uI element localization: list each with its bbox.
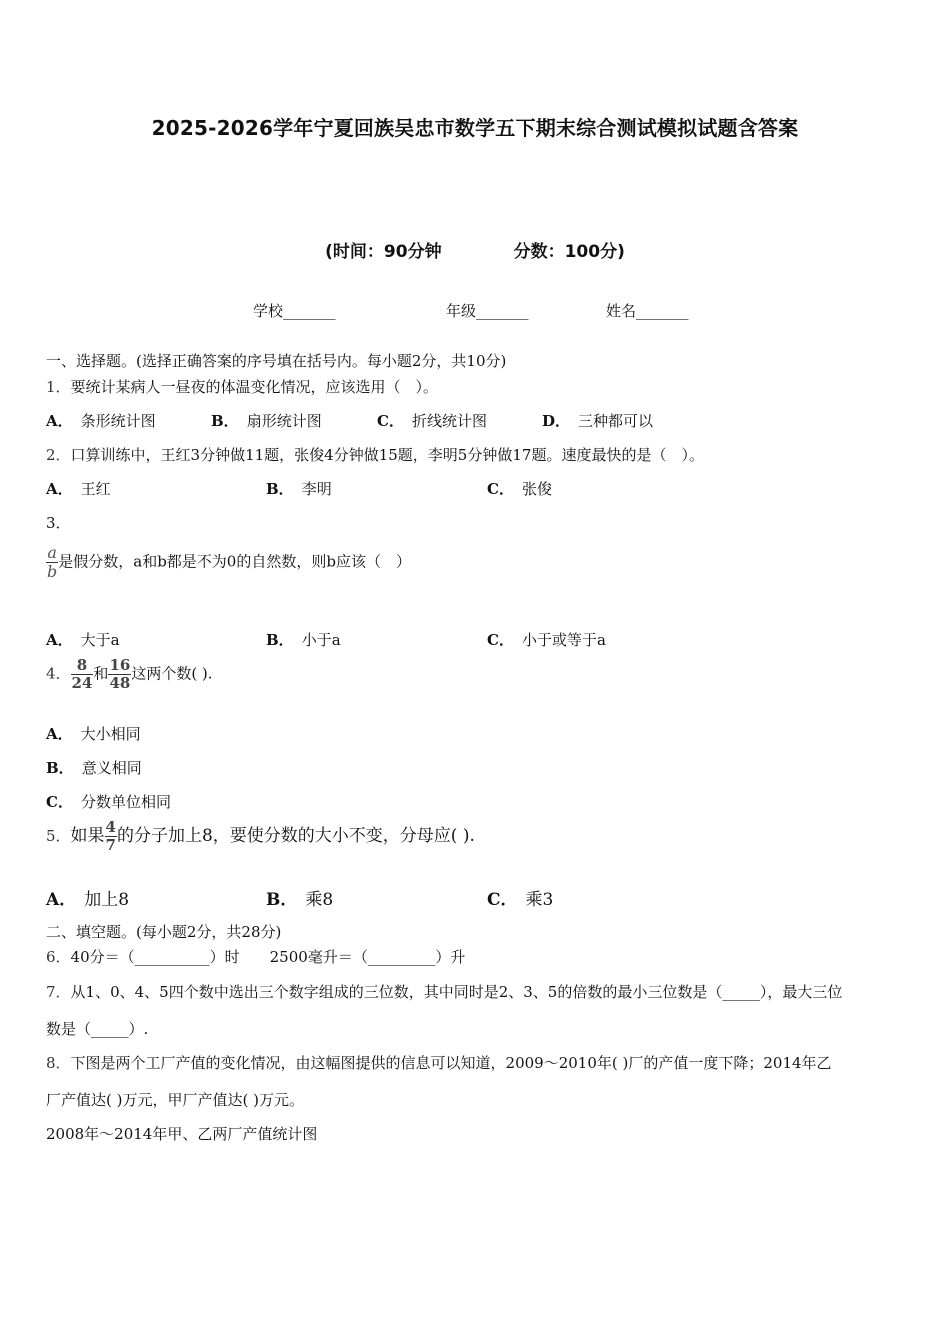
chart-caption: 2008年～2014年甲、乙两厂产值统计图 xyxy=(46,1125,318,1143)
name-field: 姓名_______ xyxy=(606,302,689,320)
section-1-heading: 一、选择题。(选择正确答案的序号填在括号内。每小题2分，共10分) xyxy=(46,352,507,370)
question-number: 7． xyxy=(46,983,71,1001)
question-1 xyxy=(46,376,438,397)
time-label: (时间：90分钟 xyxy=(325,242,442,262)
question-7: 7．从1、0、4、5四个数中选出三个数字组成的三位数，其中同时是2、3、5的倍数的最小三位数是（_____），最大三位 xyxy=(46,983,843,1001)
q1-option-d: D． 三种都可以 xyxy=(542,412,654,430)
q5-option-c: C． 乘3 xyxy=(487,890,554,910)
question-text: 要统计某病人一昼夜的体温变化情况，应该选用（ ）。 xyxy=(70,378,439,396)
page-title: 2025-2026学年宁夏回族吴忠市数学五下期末综合测试模拟试题含答案 xyxy=(151,116,799,140)
question-number: 4． xyxy=(46,664,71,683)
question-3 xyxy=(46,545,411,580)
fraction-a-over-b: $\frac{a}{b}$ xyxy=(47,543,58,581)
exam-meta xyxy=(0,237,950,262)
q2-option-b: B． 李明 xyxy=(266,480,332,498)
q4-option-a: A． 大小相同 xyxy=(46,725,141,743)
question-2 xyxy=(46,444,704,465)
q4-option-c: C． 分数单位相同 xyxy=(46,793,171,811)
question-number: 8． xyxy=(46,1054,71,1072)
q2-option-a: A． 王红 xyxy=(46,480,111,498)
question-number: 5． xyxy=(46,827,71,845)
q2-option-c: C． 张俊 xyxy=(487,480,552,498)
school-field: 学校_______ xyxy=(253,302,336,320)
score-label: 分数：100分) xyxy=(513,242,625,262)
question-5: 5．如果 $\frac{4}{7}$ 的分子加上8，要使分数的大小不变，分母应( ). xyxy=(46,818,475,854)
section-2-heading: 二、填空题。(每小题2分，共28分) xyxy=(46,923,282,941)
q1-option-a: A． 条形统计图 xyxy=(46,412,156,430)
q5-option-b: B． 乘8 xyxy=(266,890,334,910)
question-text: 的分子加上8，要使分数的大小不变，分母应( ). xyxy=(116,826,475,846)
question-8: 8．下图是两个工厂产值的变化情况，由这幅图提供的信息可以知道，2009～2010年( )厂的产值一度下降；2014年乙 xyxy=(46,1054,832,1072)
fraction-16-48: $\frac{16}{48}$ xyxy=(109,656,131,692)
q4-option-b: B． 意义相同 xyxy=(46,759,142,777)
q3-option-b: B． 小于a xyxy=(266,631,341,649)
question-number: 2． xyxy=(46,446,71,464)
q3-option-a: A． 大于a xyxy=(46,631,120,649)
question-text: 口算训练中，王红3分钟做11题，张俊4分钟做15题，李明5分钟做17题。速度最快的是（ ）。 xyxy=(70,446,704,464)
question-number: 6． xyxy=(46,948,71,966)
question-7-line-2: 数是（_____）. xyxy=(46,1020,149,1038)
question-4: 4． $\frac{8}{24}$ 和 $\frac{16}{48}$ 这两个数( ). xyxy=(46,656,213,692)
question-number: 1． xyxy=(46,378,71,396)
question-8-line-2: 厂产值达( )万元，甲厂产值达( )万元。 xyxy=(46,1091,304,1109)
q1-option-c: C． 折线统计图 xyxy=(377,412,487,430)
question-text: 是假分数，a和b都是不为0的自然数，则b应该（ ） xyxy=(58,552,411,571)
q3-option-c: C． 小于或等于a xyxy=(487,631,606,649)
grade-field: 年级_______ xyxy=(446,302,529,320)
question-text: 这两个数( ). xyxy=(131,664,213,683)
fraction-4-7: $\frac{4}{7}$ xyxy=(105,818,116,854)
question-3-number: 3． xyxy=(46,514,71,532)
q1-option-b: B． 扇形统计图 xyxy=(211,412,322,430)
question-6: 6．40分＝（__________）时 2500毫升＝（_________）升 xyxy=(46,948,466,966)
q5-option-a: A． 加上8 xyxy=(46,890,130,910)
fraction-8-24: $\frac{8}{24}$ xyxy=(71,656,93,692)
